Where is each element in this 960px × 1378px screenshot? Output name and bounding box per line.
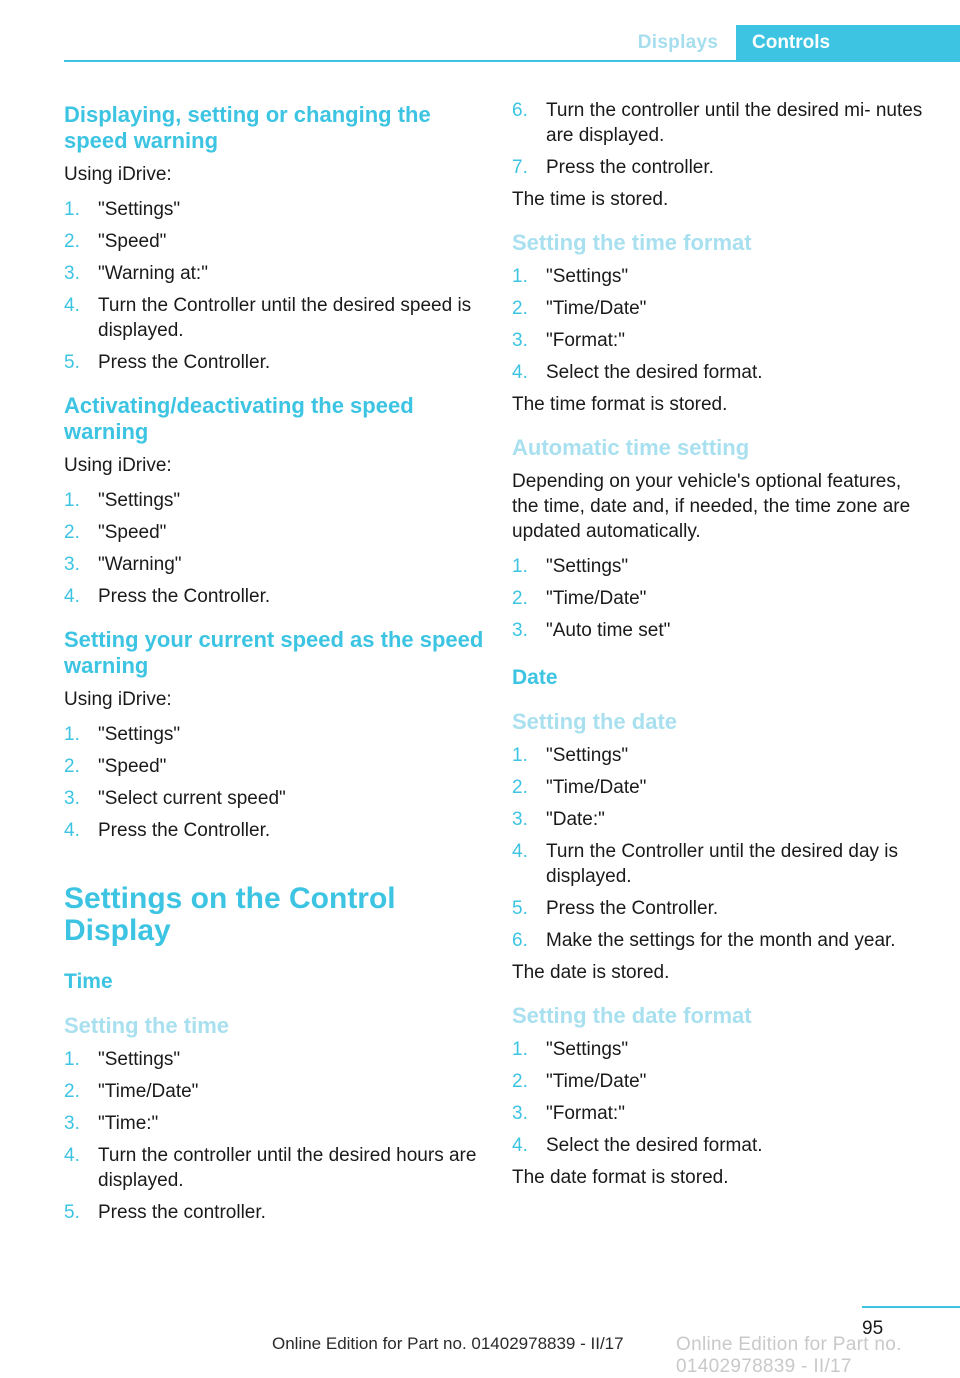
- step-text: Turn the Controller until the desired day is displayed.: [546, 841, 899, 887]
- footer-rule: [862, 1306, 960, 1308]
- heading-setting-the-time: Setting the time: [64, 1013, 230, 1038]
- section-tab-displays[interactable]: Displays: [637, 32, 719, 53]
- step-item: [64, 350, 484, 375]
- step-item: [64, 520, 484, 545]
- step-text: "Time/Date": [546, 777, 647, 798]
- heading-displaying-setting-or-changing-the-speed: Displaying, setting or changing the speed warning: [64, 102, 431, 153]
- step-text: Press the controller.: [546, 157, 714, 178]
- step-number: 6.: [512, 100, 528, 121]
- page-number: 95: [862, 1318, 884, 1339]
- step-item: [64, 229, 484, 254]
- step-number: 1.: [512, 556, 528, 577]
- step-number: 1.: [64, 199, 80, 220]
- step-item: [512, 1069, 932, 1094]
- paragraph-the-time-is-stored: The time is stored.: [512, 189, 669, 210]
- step-list: [512, 554, 932, 643]
- step-item: [64, 1200, 484, 1225]
- step-text: Turn the Controller until the desired speed is displayed.: [98, 295, 472, 341]
- step-item: [512, 1133, 932, 1158]
- step-item: [64, 1111, 484, 1136]
- paragraph-using-idrive: Using iDrive:: [64, 164, 172, 185]
- step-text: Select the desired format.: [546, 1135, 763, 1156]
- right-column: [512, 98, 932, 1200]
- step-number: 2.: [64, 522, 80, 543]
- step-text: "Settings": [546, 266, 629, 287]
- step-text: "Time/Date": [546, 588, 647, 609]
- step-text: "Format:": [546, 1103, 625, 1124]
- step-item: [64, 722, 484, 747]
- step-number: 2.: [512, 777, 528, 798]
- step-item: [512, 296, 932, 321]
- step-number: 3.: [512, 1103, 528, 1124]
- step-number: 3.: [512, 809, 528, 830]
- step-item: [512, 1037, 932, 1062]
- step-number: 1.: [512, 1039, 528, 1060]
- left-column: [64, 98, 484, 1232]
- step-item: [512, 928, 932, 953]
- step-text: "Auto time set": [546, 620, 671, 641]
- step-list: [64, 1047, 484, 1225]
- step-text: Press the Controller.: [98, 820, 271, 841]
- step-text: "Settings": [98, 490, 181, 511]
- step-number: 5.: [64, 1202, 80, 1223]
- step-number: 4.: [64, 820, 80, 841]
- step-text: "Format:": [546, 330, 625, 351]
- step-number: 3.: [64, 263, 80, 284]
- section-tab-controls[interactable]: Controls: [736, 25, 960, 61]
- step-number: 3.: [64, 788, 80, 809]
- step-number: 2.: [512, 588, 528, 609]
- step-number: 4.: [64, 586, 80, 607]
- step-number: 7.: [512, 157, 528, 178]
- step-text: "Settings": [546, 745, 629, 766]
- step-number: 1.: [64, 1049, 80, 1070]
- step-number: 1.: [64, 490, 80, 511]
- step-text: "Time:": [98, 1113, 159, 1134]
- step-item: [512, 264, 932, 289]
- step-text: "Settings": [98, 199, 181, 220]
- step-text: Turn the controller until the desired mi‐ nutes are displayed.: [546, 100, 923, 146]
- step-list: [512, 1037, 932, 1158]
- paragraph-depending-on-your-vehicle-s-optional-fea: Depending on your vehicle's optional features, the time, date and, if needed, the time zone are updated automatically.: [512, 471, 911, 542]
- step-item: [64, 786, 484, 811]
- step-item: [512, 807, 932, 832]
- step-text: "Select current speed": [98, 788, 286, 809]
- step-text: "Warning": [98, 554, 182, 575]
- step-item: [512, 328, 932, 353]
- heading-activating-deactivating-the-speed-warnin: Activating/deactivating the speed warning: [64, 393, 414, 444]
- step-text: Press the Controller.: [546, 898, 719, 919]
- paragraph-the-date-format-is-stored: The date format is stored.: [512, 1167, 729, 1188]
- step-number: 1.: [64, 724, 80, 745]
- step-text: "Settings": [98, 1049, 181, 1070]
- watermark: Online Edition for Part no. 01402978839 - II/17: [676, 1334, 902, 1377]
- step-number: 1.: [512, 266, 528, 287]
- heading-settings-on-the-control-display: Settings on the Control Display: [64, 882, 396, 947]
- step-item: [512, 586, 932, 611]
- step-item: [512, 743, 932, 768]
- step-item: [64, 1143, 484, 1193]
- step-item: [64, 1079, 484, 1104]
- paragraph-the-time-format-is-stored: The time format is stored.: [512, 394, 728, 415]
- step-item: [64, 293, 484, 343]
- step-item: [512, 554, 932, 579]
- step-number: 6.: [512, 930, 528, 951]
- step-item: [512, 896, 932, 921]
- step-text: Press the Controller.: [98, 352, 271, 373]
- step-number: 3.: [64, 1113, 80, 1134]
- heading-automatic-time-setting: Automatic time setting: [512, 435, 750, 460]
- step-item: [64, 261, 484, 286]
- step-number: 4.: [512, 1135, 528, 1156]
- step-text: "Speed": [98, 231, 167, 252]
- step-text: "Speed": [98, 522, 167, 543]
- step-item: [64, 552, 484, 577]
- paragraph-the-date-is-stored: The date is stored.: [512, 962, 670, 983]
- step-text: "Settings": [546, 556, 629, 577]
- step-text: "Settings": [98, 724, 181, 745]
- step-list: [512, 743, 932, 953]
- step-item: [64, 1047, 484, 1072]
- step-number: 2.: [64, 231, 80, 252]
- step-item: [512, 155, 932, 180]
- step-number: 2.: [512, 1071, 528, 1092]
- step-text: "Warning at:": [98, 263, 208, 284]
- step-item: [64, 488, 484, 513]
- step-text: Turn the controller until the desired hours are displayed.: [98, 1145, 477, 1191]
- step-list: [64, 197, 484, 375]
- step-list: [64, 488, 484, 609]
- step-item: [64, 818, 484, 843]
- step-number: 4.: [64, 295, 80, 316]
- step-item: [512, 1101, 932, 1126]
- step-list: [64, 722, 484, 843]
- heading-setting-the-date: Setting the date: [512, 709, 678, 734]
- step-text: Select the desired format.: [546, 362, 763, 383]
- step-text: Press the Controller.: [98, 586, 271, 607]
- step-number: 5.: [64, 352, 80, 373]
- step-number: 2.: [64, 756, 80, 777]
- step-number: 3.: [512, 330, 528, 351]
- heading-setting-the-date-format: Setting the date format: [512, 1003, 752, 1028]
- step-item: [512, 618, 932, 643]
- step-text: "Settings": [546, 1039, 629, 1060]
- step-number: 3.: [64, 554, 80, 575]
- heading-setting-the-time-format: Setting the time format: [512, 230, 752, 255]
- step-text: "Time/Date": [546, 298, 647, 319]
- step-number: 4.: [512, 841, 528, 862]
- step-text: "Time/Date": [98, 1081, 199, 1102]
- heading-time: Time: [64, 970, 113, 993]
- step-text: Press the controller.: [98, 1202, 266, 1223]
- step-text: Make the settings for the month and year.: [546, 930, 896, 951]
- step-item: [512, 775, 932, 800]
- step-text: "Speed": [98, 756, 167, 777]
- step-item: [64, 197, 484, 222]
- paragraph-using-idrive: Using iDrive:: [64, 455, 172, 476]
- step-number: 2.: [64, 1081, 80, 1102]
- step-text: "Time/Date": [546, 1071, 647, 1092]
- step-text: "Date:": [546, 809, 605, 830]
- step-number: 2.: [512, 298, 528, 319]
- step-number: 1.: [512, 745, 528, 766]
- edition-note: Online Edition for Part no. 01402978839 - II/17: [272, 1334, 624, 1353]
- step-number: 4.: [512, 362, 528, 383]
- step-item: [512, 98, 932, 148]
- heading-date: Date: [512, 666, 558, 689]
- step-number: 5.: [512, 898, 528, 919]
- step-number: 4.: [64, 1145, 80, 1166]
- paragraph-using-idrive: Using iDrive:: [64, 689, 172, 710]
- step-item: [512, 839, 932, 889]
- step-list: [512, 264, 932, 385]
- step-item: [64, 754, 484, 779]
- step-number: 3.: [512, 620, 528, 641]
- step-list: [512, 98, 932, 180]
- step-item: [64, 584, 484, 609]
- heading-setting-your-current-speed-as-the-speed-: Setting your current speed as the speed warning: [64, 627, 484, 678]
- step-item: [512, 360, 932, 385]
